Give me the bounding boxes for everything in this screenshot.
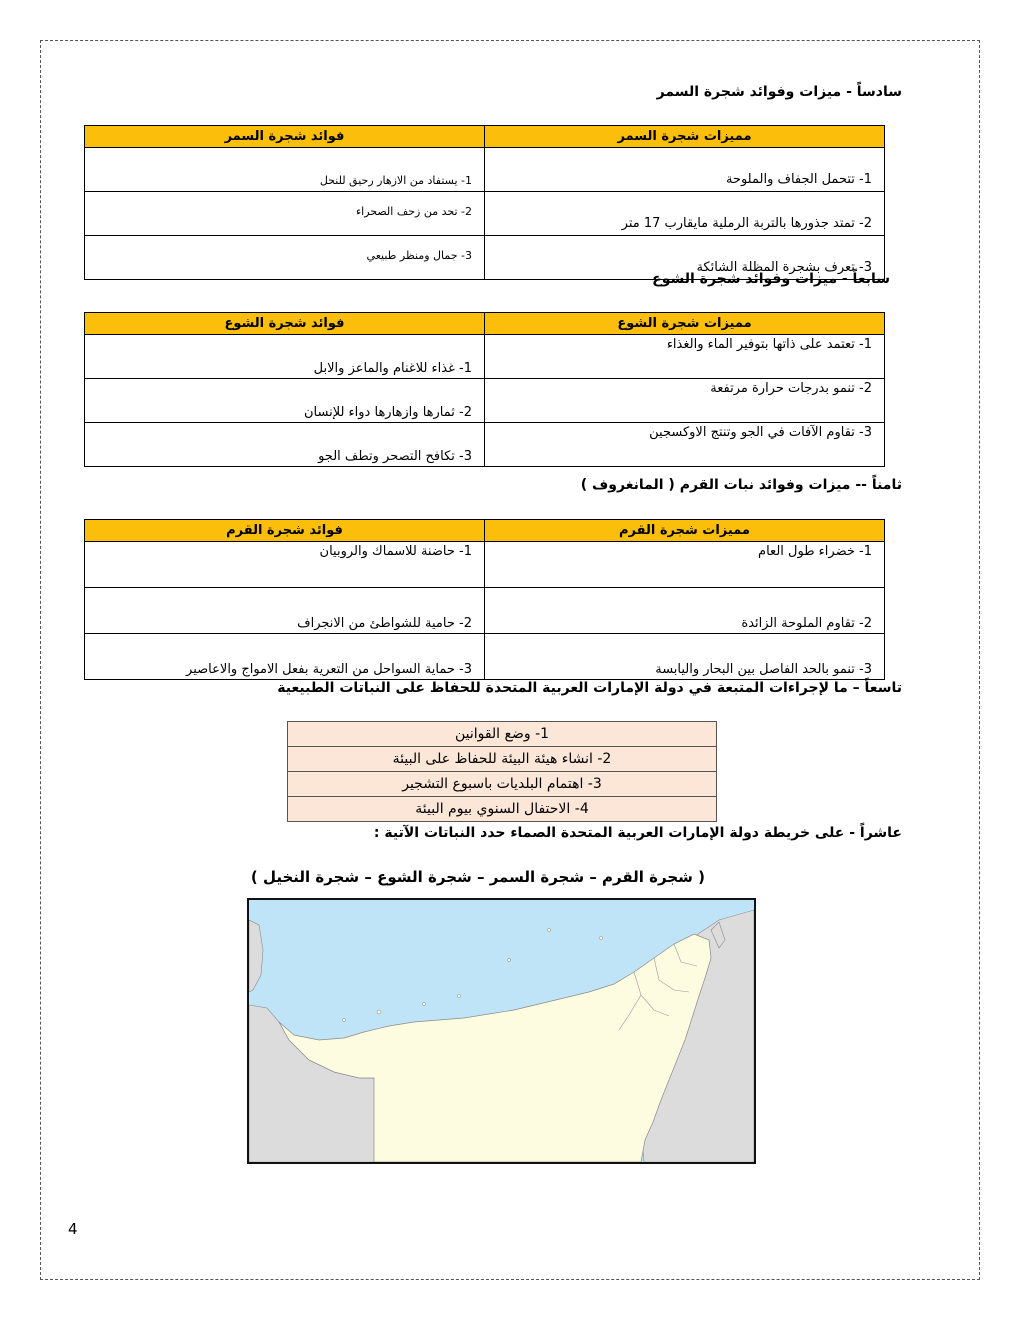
section10-title: عاشراً - على خريطة دولة الإمارات العربية المتحدة الصماء حدد النباتات الآتية :	[373, 825, 902, 841]
table-cell	[485, 423, 885, 467]
table-cell: 3- جمال ومنظر طبيعي	[85, 236, 485, 280]
table-header: فوائد شجرة السمر	[85, 126, 485, 148]
table-cell: 2- تمتد جذورها بالتربة الرملية مايقارب 17 متر	[485, 192, 885, 236]
table-header: مميزات شجرة القرم	[485, 520, 885, 542]
list-item: 3- اهتمام البلديات باسبوع التشجير	[288, 772, 717, 797]
table-cell: 2- تقاوم الملوحة الزائدة	[485, 588, 885, 634]
table-cell	[485, 379, 885, 423]
table-cell: 2- تحد من زحف الصحراء	[85, 192, 485, 236]
uae-blank-map	[247, 898, 756, 1164]
table-header: مميزات شجرة السمر	[485, 126, 885, 148]
table-header: فوائد شجرة القرم	[85, 520, 485, 542]
cell-text: 2- تنمو بدرجات حرارة مرتفعة	[710, 381, 872, 396]
cell-text: 2- ثمارها وازهارها دواء للإنسان	[303, 405, 472, 420]
table-cell	[85, 335, 485, 379]
procedures-list	[287, 721, 717, 822]
cell-text: 1- تعتمد على ذاتها بتوفير الماء والغذاء	[666, 337, 872, 352]
section7-table	[84, 312, 885, 467]
table-cell: 1- يستفاد من الازهار رحيق للنحل	[85, 148, 485, 192]
cell-text: 3- تقاوم الآفات في الجو وتنتج الاوكسجين	[649, 425, 872, 440]
table-cell	[85, 423, 485, 467]
section8-title: ثامناً -- ميزات وفوائد نبات القرم ( المانغروف )	[580, 477, 902, 493]
table-header: مميزات شجرة الشوع	[485, 313, 885, 335]
table-header: فوائد شجرة الشوع	[85, 313, 485, 335]
list-item: 4- الاحتفال السنوي بيوم البيئة	[288, 797, 717, 822]
table-cell	[85, 379, 485, 423]
section6-table	[84, 125, 885, 280]
table-cell: 3- تعرف بشجرة المظلة الشائكة	[485, 236, 885, 280]
table-cell: 2- حامية للشواطئ من الانجراف	[85, 588, 485, 634]
list-item: 1- وضع القوانين	[288, 722, 717, 747]
table-cell	[485, 335, 885, 379]
table-cell: 1- حاضنة للاسماك والروبيان	[85, 542, 485, 588]
plants-list: ( شجرة القرم – شجرة السمر – شجرة الشوع – شجرة النخيل )	[250, 868, 705, 886]
table-cell: 1- خضراء طول العام	[485, 542, 885, 588]
section6-title: سادساً - ميزات وفوائد شجرة السمر	[656, 84, 902, 100]
table-cell: 3- حماية السواحل من التعرية بفعل الامواج والاعاصير	[85, 634, 485, 680]
section8-table	[84, 519, 885, 680]
cell-text: 3- تكافح التصحر وتطف الجو	[318, 449, 472, 464]
table-cell: 3- تنمو بالحد الفاصل بين البحار واليابسة	[485, 634, 885, 680]
section7-title: سابعاً - ميزات وفوائد شجرة الشوع	[652, 271, 890, 287]
map-image	[249, 900, 754, 1162]
section9-title: تاسعاً – ما لإجراءات المتبعة في دولة الإمارات العربية المتحدة للحفاظ على النباتات الطبيعية	[277, 680, 902, 696]
list-item: 2- انشاء هيئة البيئة للحفاظ على البيئة	[288, 747, 717, 772]
page-number: 4	[68, 1220, 78, 1238]
cell-text: 1- غذاء للاغنام والماعز والابل	[313, 361, 472, 376]
table-cell: 1- تتحمل الجفاف والملوحة	[485, 148, 885, 192]
